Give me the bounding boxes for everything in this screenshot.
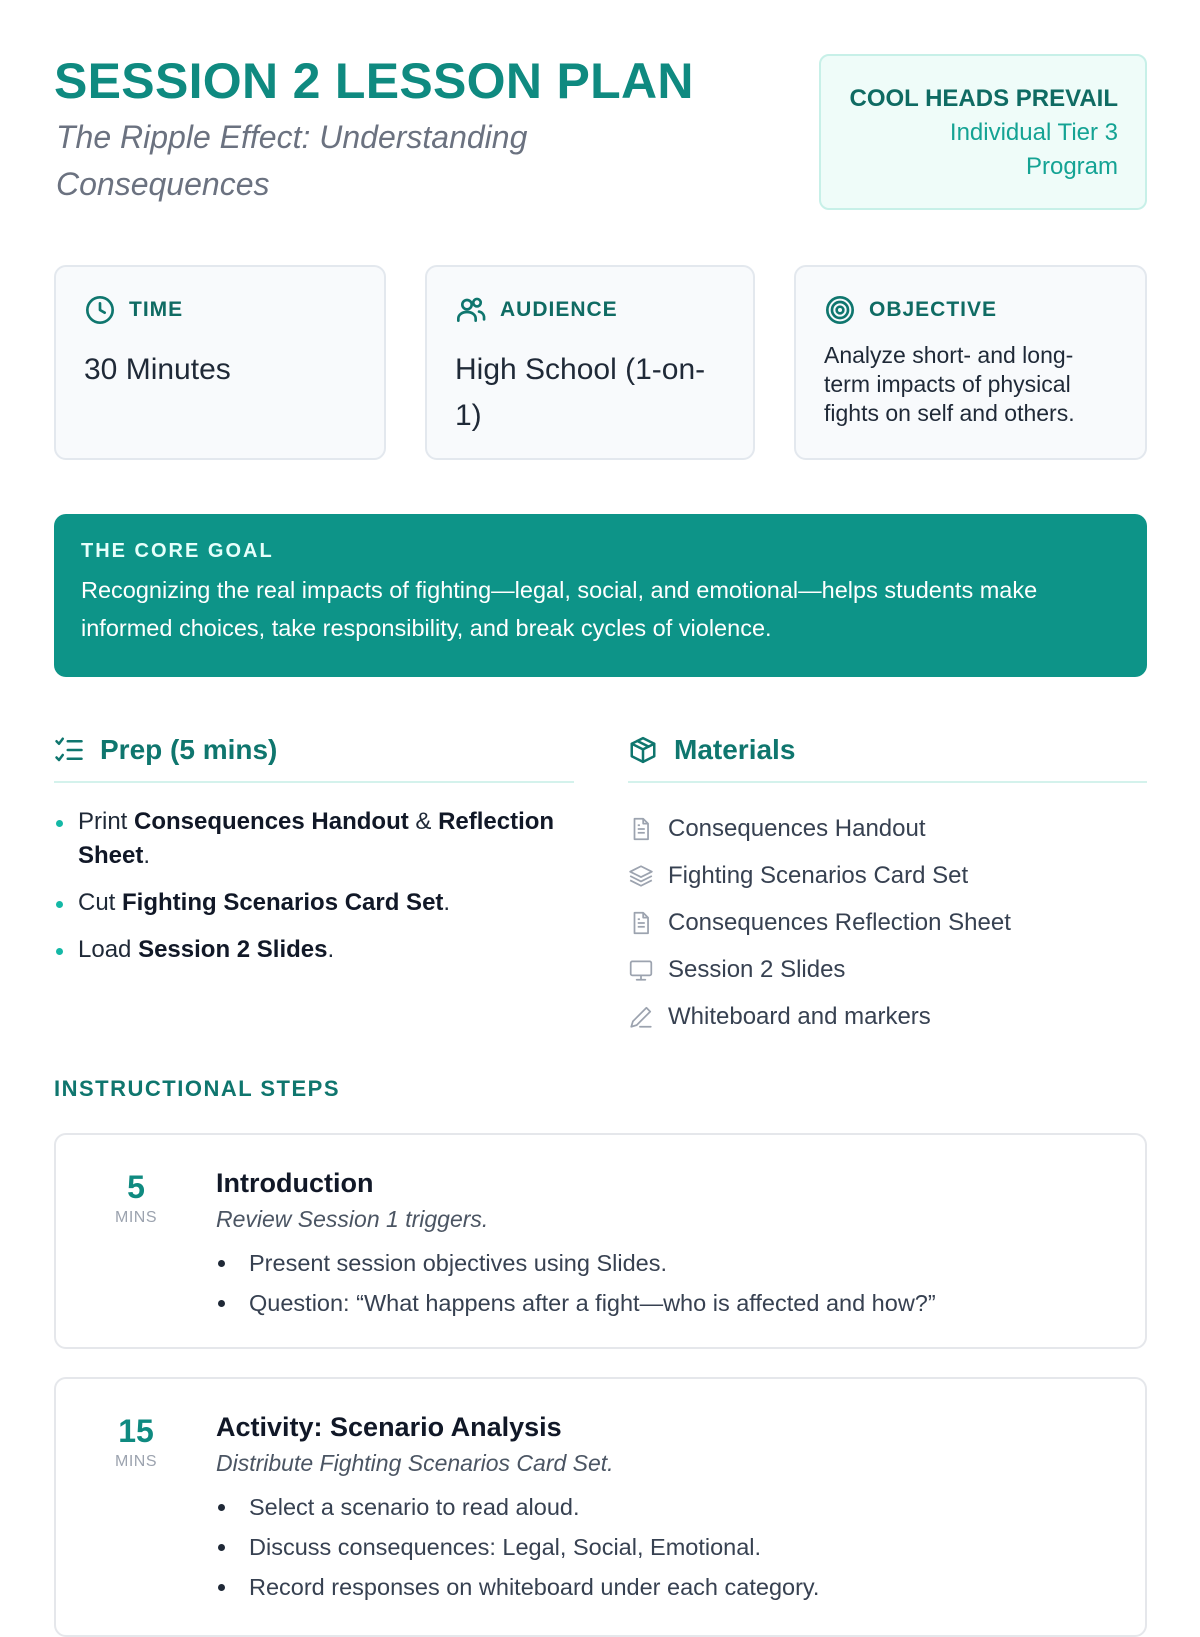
materials-list <box>628 805 1147 1040</box>
core-goal-banner <box>54 514 1147 677</box>
core-goal-label: THE CORE GOAL <box>81 540 274 562</box>
step-bullet: Discuss consequences: Legal, Social, Emotional. <box>216 1527 1115 1567</box>
material-item: Consequences Reflection Sheet <box>628 899 1147 946</box>
page-title: SESSION 2 LESSON PLAN <box>54 53 694 109</box>
core-goal-text: Recognizing the real impacts of fighting—legal, social, and emotional—helps students make informed choices, take responsibility, and break cycles of violence. <box>81 577 1038 641</box>
program-tier: Individual Tier 3 <box>949 119 1118 146</box>
prep-list <box>54 805 574 967</box>
prep-item: Load Session 2 Slides. <box>54 933 574 967</box>
step-bullets <box>216 1487 1115 1607</box>
lesson-plan-page <box>54 0 1147 1600</box>
step-bullet: Question: “What happens after a fight—who is affected and how?” <box>216 1283 1115 1323</box>
document-icon <box>628 910 654 936</box>
step-card-introduction <box>54 1133 1147 1349</box>
prep-section <box>54 725 574 980</box>
objective-label: OBJECTIVE <box>869 298 998 321</box>
info-cards <box>54 265 1147 460</box>
target-icon <box>824 294 856 326</box>
instructional-steps-heading: INSTRUCTIONAL STEPS <box>54 1076 341 1101</box>
page-subtitle: The Ripple Effect: Understanding Consequences <box>56 119 528 202</box>
material-item: Consequences Handout <box>628 805 1147 852</box>
program-name: COOL HEADS PREVAIL <box>849 85 1118 112</box>
prep-item: Print Consequences Handout & Reflection Sheet. <box>54 805 574 873</box>
monitor-icon <box>628 957 654 983</box>
prep-item: Cut Fighting Scenarios Card Set. <box>54 886 574 920</box>
prep-title: Prep (5 mins) <box>100 734 278 765</box>
package-icon <box>628 735 658 765</box>
step-bullets <box>216 1243 1115 1323</box>
material-item: Session 2 Slides <box>628 946 1147 993</box>
document-icon <box>628 816 654 842</box>
step-title: Activity: Scenario Analysis <box>216 1412 562 1442</box>
materials-title: Materials <box>674 734 796 765</box>
step-bullet: Present session objectives using Slides. <box>216 1243 1115 1283</box>
audience-card <box>425 265 755 460</box>
material-item: Whiteboard and markers <box>628 993 1147 1040</box>
clock-icon <box>84 294 116 326</box>
pen-icon <box>628 1004 654 1030</box>
objective-value: Analyze short- and long-term impacts of physical fights on self and others. <box>824 342 1075 426</box>
program-type: Program <box>1025 153 1118 180</box>
material-item: Fighting Scenarios Card Set <box>628 852 1147 899</box>
step-card-scenario-analysis <box>54 1377 1147 1637</box>
step-bullet: Record responses on whiteboard under each category. <box>216 1567 1115 1607</box>
layers-icon <box>628 863 654 889</box>
users-icon <box>455 294 487 326</box>
time-label: TIME <box>129 298 184 321</box>
header <box>54 0 1147 230</box>
step-title: Introduction <box>216 1168 374 1198</box>
objective-card <box>794 265 1147 460</box>
step-duration: 5 MINS <box>115 1169 157 1226</box>
materials-section <box>628 725 1147 1040</box>
checklist-icon <box>54 735 84 765</box>
audience-label: AUDIENCE <box>500 298 618 321</box>
time-value: 30 Minutes <box>84 353 231 386</box>
audience-value: High School (1-on-1) <box>455 353 706 432</box>
program-badge <box>819 54 1147 210</box>
step-subtitle: Distribute Fighting Scenarios Card Set. <box>216 1450 614 1476</box>
step-subtitle: Review Session 1 triggers. <box>216 1206 489 1232</box>
step-duration: 15 MINS <box>115 1413 157 1470</box>
time-card <box>54 265 386 460</box>
step-bullet: Select a scenario to read aloud. <box>216 1487 1115 1527</box>
